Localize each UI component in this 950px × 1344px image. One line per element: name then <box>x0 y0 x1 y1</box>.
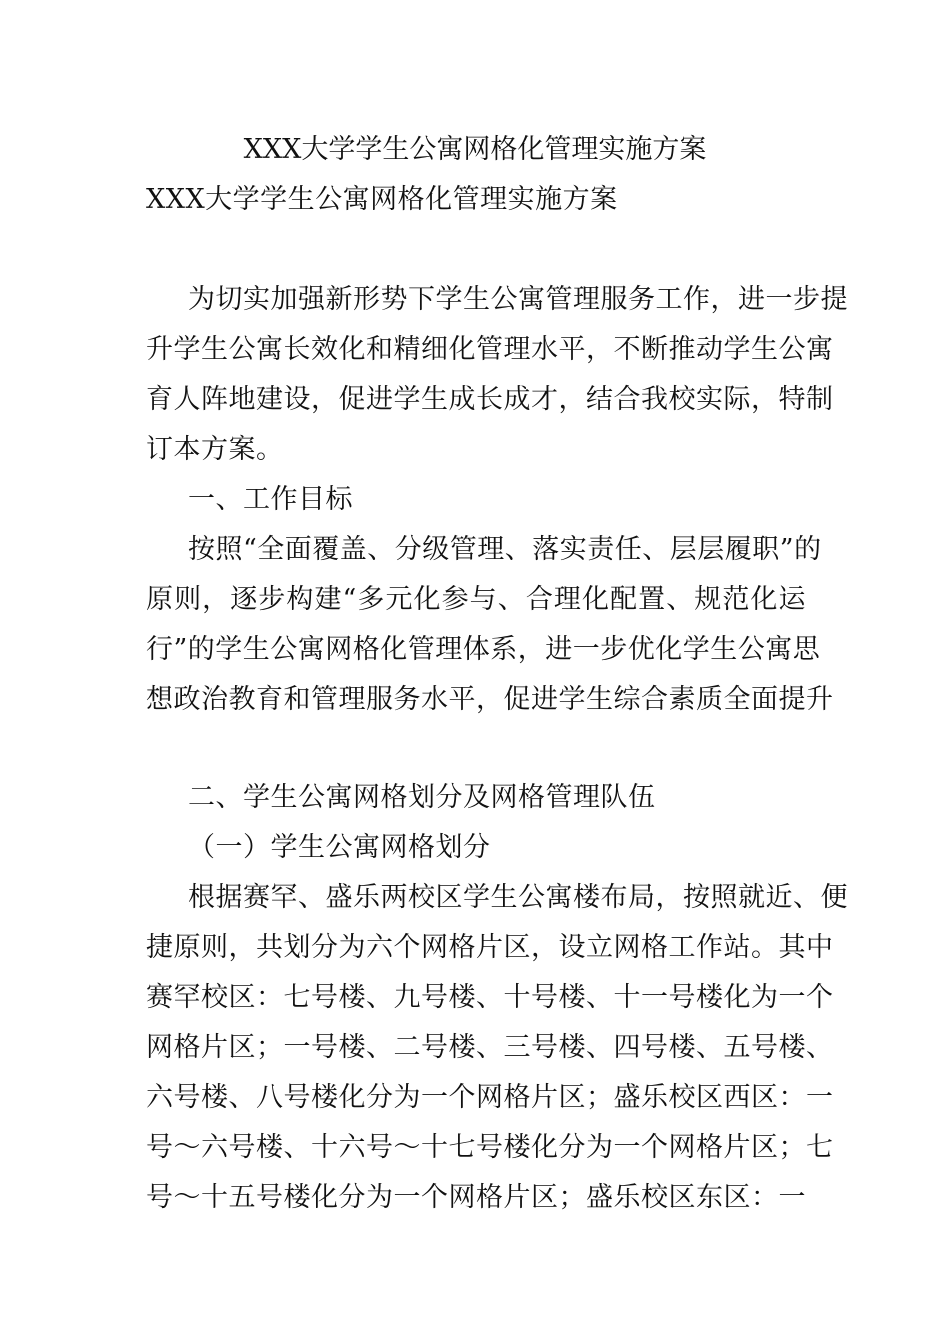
paragraph-division-line-5: 六号楼、八号楼化分为一个网格片区；盛乐校区西区：一 <box>146 1082 834 1113</box>
paragraph-division-line-1: 根据赛罕、盛乐两校区学生公寓楼布局，按照就近、便 <box>188 882 848 913</box>
document-title: XXX大学学生公寓网格化管理实施方案 <box>243 134 707 165</box>
paragraph-division-line-2: 捷原则，共划分为六个网格片区，设立网格工作站。其中 <box>146 932 834 963</box>
paragraph-intro-line-1: 为切实加强新形势下学生公寓管理服务工作，进一步提 <box>188 284 848 315</box>
paragraph-intro-line-3: 育人阵地建设，促进学生成长成才，结合我校实际，特制 <box>146 384 834 415</box>
paragraph-division-line-6: 号～六号楼、十六号～十七号楼化分为一个网格片区；七 <box>146 1132 834 1163</box>
paragraph-goals-line-2: 原则，逐步构建“多元化参与、合理化配置、规范化运 <box>146 584 806 615</box>
paragraph-intro-line-4: 订本方案。 <box>146 434 284 465</box>
paragraph-division-line-7: 号～十五号楼化分为一个网格片区；盛乐校区东区：一 <box>146 1182 806 1213</box>
subsection-heading-grid-division: （一）学生公寓网格划分 <box>188 832 491 863</box>
section-heading-goals: 一、工作目标 <box>188 484 353 515</box>
paragraph-goals-line-3: 行”的学生公寓网格化管理体系，进一步优化学生公寓思 <box>146 634 821 665</box>
paragraph-goals-line-1: 按照“全面覆盖、分级管理、落实责任、层层履职”的 <box>188 534 822 565</box>
paragraph-goals-line-4: 想政治教育和管理服务水平，促进学生综合素质全面提升 <box>146 684 834 715</box>
paragraph-division-line-3: 赛罕校区：七号楼、九号楼、十号楼、十一号楼化为一个 <box>146 982 834 1013</box>
paragraph-intro-line-2: 升学生公寓长效化和精细化管理水平，不断推动学生公寓 <box>146 334 834 365</box>
paragraph-division-line-4: 网格片区；一号楼、二号楼、三号楼、四号楼、五号楼、 <box>146 1032 834 1063</box>
document-subtitle: XXX大学学生公寓网格化管理实施方案 <box>146 184 618 215</box>
section-heading-grid: 二、学生公寓网格划分及网格管理队伍 <box>188 782 656 813</box>
